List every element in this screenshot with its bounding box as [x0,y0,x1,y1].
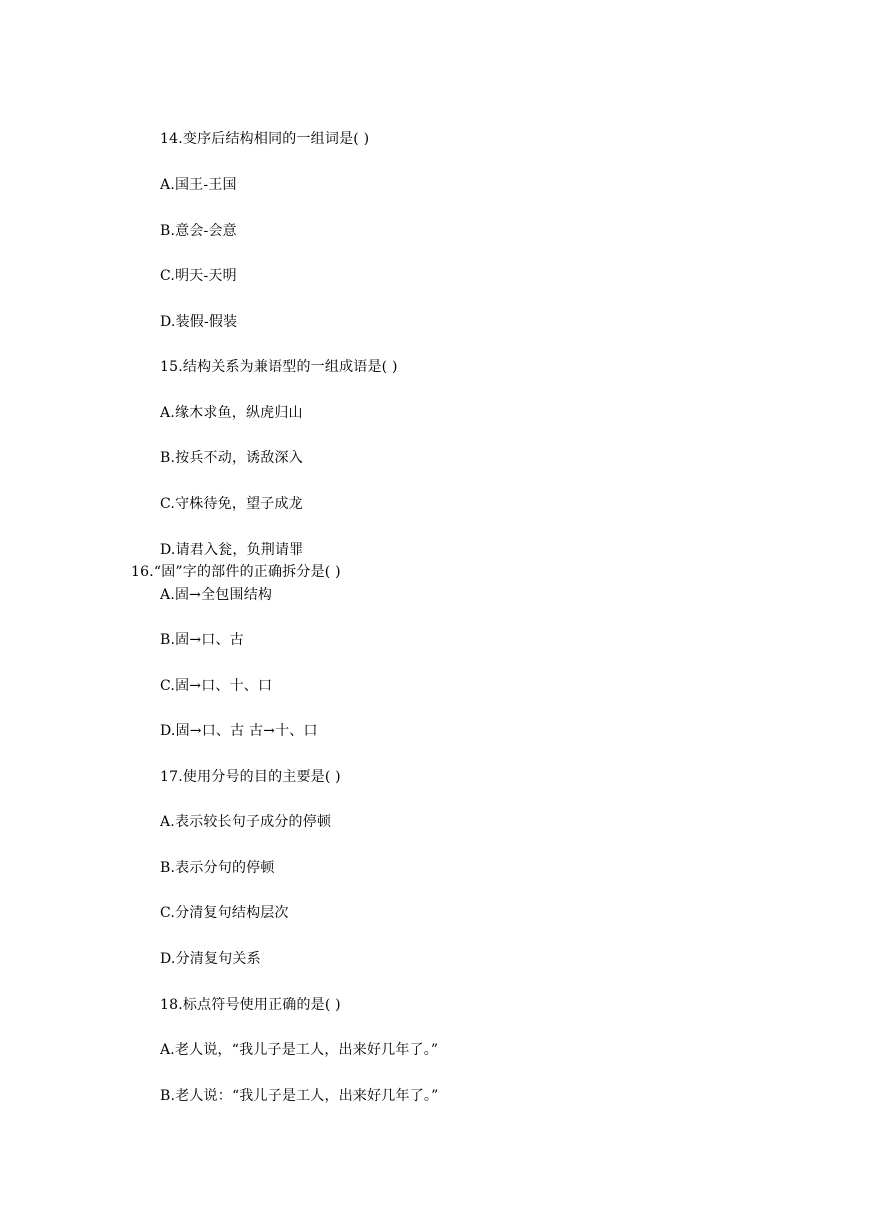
question-18-stem: 18.标点符号使用正确的是( ) [160,997,341,1013]
question-15-option-a: A.缘木求鱼，纵虎归山 [160,405,303,421]
question-15-option-c: C.守株待免，望子成龙 [160,496,303,512]
question-16-option-c: C.固→口、十、口 [160,678,273,694]
question-15-option-d: D.请君入瓮，负荆请罪 [160,542,304,558]
question-18-option-a: A.老人说，“我儿子是工人，出来好几年了。” [160,1042,439,1058]
question-17-option-d: D.分清复句关系 [160,951,261,967]
question-17-option-b: B.表示分句的停顿 [160,860,275,876]
question-15-stem: 15.结构关系为兼语型的一组成语是( ) [160,359,398,375]
question-16-option-a: A.固→全包围结构 [160,587,273,603]
question-16-option-b: B.固→口、古 [160,632,244,648]
question-14-option-b: B.意会-会意 [160,223,237,239]
question-16-stem: 16.“固”字的部件的正确拆分是( ) [131,564,341,580]
question-14-option-d: D.装假-假装 [160,314,238,330]
question-17-stem: 17.使用分号的目的主要是( ) [160,769,341,785]
question-17-option-c: C.分清复句结构层次 [160,905,289,921]
question-14-option-a: A.国王-王国 [160,177,237,193]
question-15-option-b: B.按兵不动，诱敌深入 [160,450,303,466]
question-18-option-b: B.老人说：“我儿子是工人，出来好几年了。” [160,1088,439,1104]
question-16-option-d: D.固→口、古 古→十、口 [160,723,318,739]
question-14-stem: 14.变序后结构相同的一组词是( ) [160,131,370,147]
question-14-option-c: C.明天-天明 [160,268,237,284]
question-17-option-a: A.表示较长句子成分的停顿 [160,814,332,830]
